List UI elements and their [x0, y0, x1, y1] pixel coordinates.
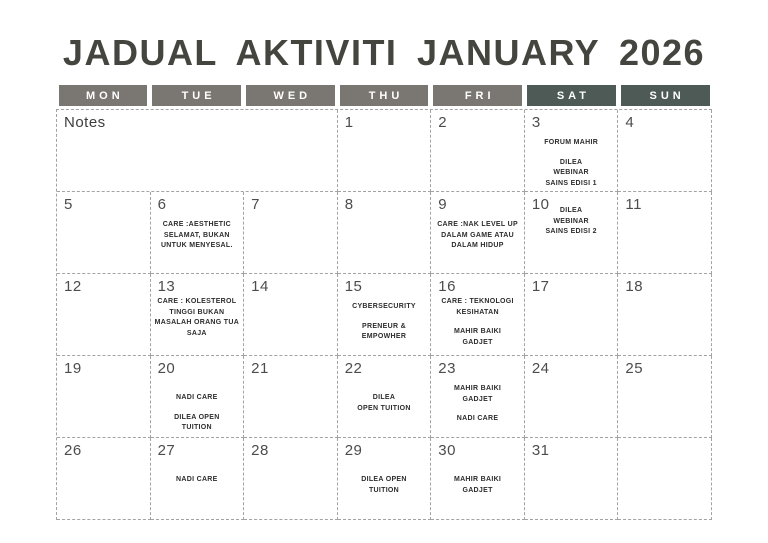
events [154, 214, 241, 252]
day-number: 18 [625, 278, 644, 295]
event-line: SAINS EDISI 2 [545, 228, 597, 235]
notes-label: Notes [64, 114, 106, 131]
day-number: 2 [438, 114, 448, 131]
event-line: NADI CARE [456, 415, 499, 422]
events [434, 296, 521, 348]
day-cell-5 [57, 192, 151, 274]
day-number: 27 [157, 442, 176, 459]
event [434, 327, 521, 348]
day-number: 19 [64, 360, 82, 377]
day-number: 20 [157, 360, 176, 377]
day-number: 23 [438, 360, 456, 377]
events [154, 296, 241, 339]
day-cell-12 [57, 274, 151, 356]
events [621, 296, 708, 302]
day-cell-blank [618, 438, 712, 520]
events [621, 378, 708, 384]
event-line: CARE :NAK LEVEL UP [437, 221, 518, 228]
events [60, 296, 147, 302]
notes-cell [57, 110, 338, 192]
events [528, 378, 615, 384]
event-line: GADJET [462, 395, 493, 403]
event-line: SAJA [186, 329, 207, 337]
day-cell-13 [151, 274, 245, 356]
events [621, 214, 708, 220]
day-number: 21 [251, 360, 269, 377]
event-line: DILEA [372, 394, 396, 401]
event-line: DILEA [559, 207, 583, 214]
day-cell-11 [618, 192, 712, 274]
event-line: SELAMAT, BUKAN [163, 231, 230, 239]
day-number: 8 [344, 196, 354, 213]
day-cell-24 [525, 356, 619, 438]
day-number: 6 [157, 196, 167, 213]
events [247, 214, 334, 220]
day-header-mon: MON [59, 85, 148, 106]
events [341, 378, 428, 414]
day-cell-31 [525, 438, 619, 520]
event-line: WEBINAR [553, 217, 589, 225]
events [341, 296, 428, 343]
events [247, 460, 334, 466]
event-line: MAHIR BAIKI [453, 476, 502, 483]
events [434, 460, 521, 496]
day-cell-25 [618, 356, 712, 438]
event-line: UNTUK MENYESAL. [160, 242, 233, 249]
event-line: TUITION [368, 486, 400, 494]
event-line: CARE : TEKNOLOGI [441, 298, 514, 305]
event-line: KESIHATAN [456, 308, 499, 316]
events [247, 378, 334, 384]
day-number: 15 [344, 278, 363, 295]
events [341, 460, 428, 496]
day-cell-18 [618, 274, 712, 356]
event-line: MAHIR BAIKI [453, 328, 502, 335]
day-cell-30 [431, 438, 525, 520]
event-line: DALAM HIDUP [451, 242, 504, 249]
event [434, 475, 521, 496]
day-number: 22 [344, 360, 363, 377]
event [528, 138, 615, 149]
day-header-row [56, 85, 712, 106]
day-header-sat: SAT [527, 85, 616, 106]
event-line: SAINS EDISI 1 [545, 179, 597, 187]
day-number: 1 [344, 114, 354, 131]
calendar-grid [56, 109, 712, 520]
day-cell-28 [244, 438, 338, 520]
day-cell-8 [338, 192, 432, 274]
day-header-sun: SUN [621, 85, 710, 106]
day-cell-2 [431, 110, 525, 192]
event-line: TINGGI BUKAN [169, 308, 225, 316]
event-line: CARE : KOLESTEROL [157, 298, 237, 305]
day-number: 25 [625, 360, 644, 377]
event [434, 297, 521, 318]
event-line: EMPOWHER [361, 333, 407, 340]
event [154, 297, 241, 339]
event-line: GADJET [462, 486, 493, 494]
events [621, 442, 708, 448]
events [528, 460, 615, 466]
event [154, 475, 241, 486]
day-number: 13 [157, 278, 176, 295]
event-line: NADI CARE [176, 476, 218, 483]
events [434, 214, 521, 252]
event [154, 220, 241, 252]
event [341, 302, 428, 313]
day-number: 11 [625, 196, 642, 213]
event-line: FORUM MAHIR [544, 139, 599, 146]
day-cell-29 [338, 438, 432, 520]
day-number: 4 [625, 114, 635, 131]
event-line: DILEA [559, 158, 583, 166]
day-cell-3 [525, 110, 619, 192]
day-cell-20 [151, 356, 245, 438]
events [154, 460, 241, 486]
day-number: 16 [438, 278, 456, 295]
event-line: NADI CARE [176, 394, 218, 401]
event [434, 414, 521, 425]
events [434, 132, 521, 138]
event-line: WEBINAR [553, 169, 589, 176]
day-cell-22 [338, 356, 432, 438]
event-line: DILEA OPEN [361, 476, 407, 483]
event-line: TUITION [181, 424, 212, 431]
event-line: PRENEUR & [362, 322, 406, 330]
events [621, 132, 708, 138]
day-header-wed: WED [246, 85, 335, 106]
day-cell-6 [151, 192, 245, 274]
day-header-fri: FRI [433, 85, 522, 106]
event-line: CARE :AESTHETIC [162, 221, 231, 228]
day-number: 7 [251, 196, 260, 213]
event [528, 158, 615, 190]
day-cell-15 [338, 274, 432, 356]
day-cell-19 [57, 356, 151, 438]
day-number: 30 [438, 442, 456, 459]
events [434, 378, 521, 425]
day-cell-17 [525, 274, 619, 356]
events [528, 132, 615, 189]
day-header-tue: TUE [152, 85, 241, 106]
event [341, 475, 428, 496]
event [434, 384, 521, 405]
event [341, 322, 428, 343]
day-cell-10 [525, 192, 619, 274]
event-line: MAHIR BAIKI [453, 385, 502, 392]
events [341, 214, 428, 220]
event [341, 393, 428, 414]
day-number: 3 [531, 114, 541, 131]
day-cell-26 [57, 438, 151, 520]
day-cell-9 [431, 192, 525, 274]
day-number: 12 [64, 278, 82, 295]
day-number: 10 [531, 196, 550, 213]
day-number: 17 [531, 278, 550, 295]
event-line: DILEA OPEN [174, 413, 220, 421]
events [341, 132, 428, 138]
day-cell-7 [244, 192, 338, 274]
day-cell-16 [431, 274, 525, 356]
day-number: 14 [251, 278, 269, 295]
calendar [56, 85, 712, 520]
event-line: GADJET [462, 338, 493, 346]
day-cell-23 [431, 356, 525, 438]
events [154, 378, 241, 434]
event [154, 393, 241, 404]
day-cell-21 [244, 356, 338, 438]
day-number: 26 [64, 442, 82, 459]
day-cell-4 [618, 110, 712, 192]
day-number: 5 [64, 196, 73, 213]
event-line: CYBERSECURITY [352, 303, 416, 310]
events [247, 296, 334, 302]
event-line: DALAM GAME ATAU [441, 231, 514, 239]
event-line: MASALAH ORANG TUA [154, 319, 240, 326]
page-title: JADUAL AKTIVITI JANUARY 2026 [62, 32, 706, 73]
events [60, 378, 147, 384]
events [60, 460, 147, 466]
event [434, 220, 521, 252]
day-number: 28 [251, 442, 269, 459]
day-header-thu: THU [340, 85, 429, 106]
event-line: OPEN TUITION [357, 404, 411, 412]
day-cell-27 [151, 438, 245, 520]
day-number: 9 [438, 196, 448, 213]
day-number: 24 [531, 360, 550, 377]
day-number: 31 [531, 442, 550, 459]
events [60, 214, 147, 220]
day-cell-1 [338, 110, 432, 192]
day-cell-14 [244, 274, 338, 356]
event [154, 413, 241, 434]
day-number: 29 [344, 442, 363, 459]
events [528, 296, 615, 302]
